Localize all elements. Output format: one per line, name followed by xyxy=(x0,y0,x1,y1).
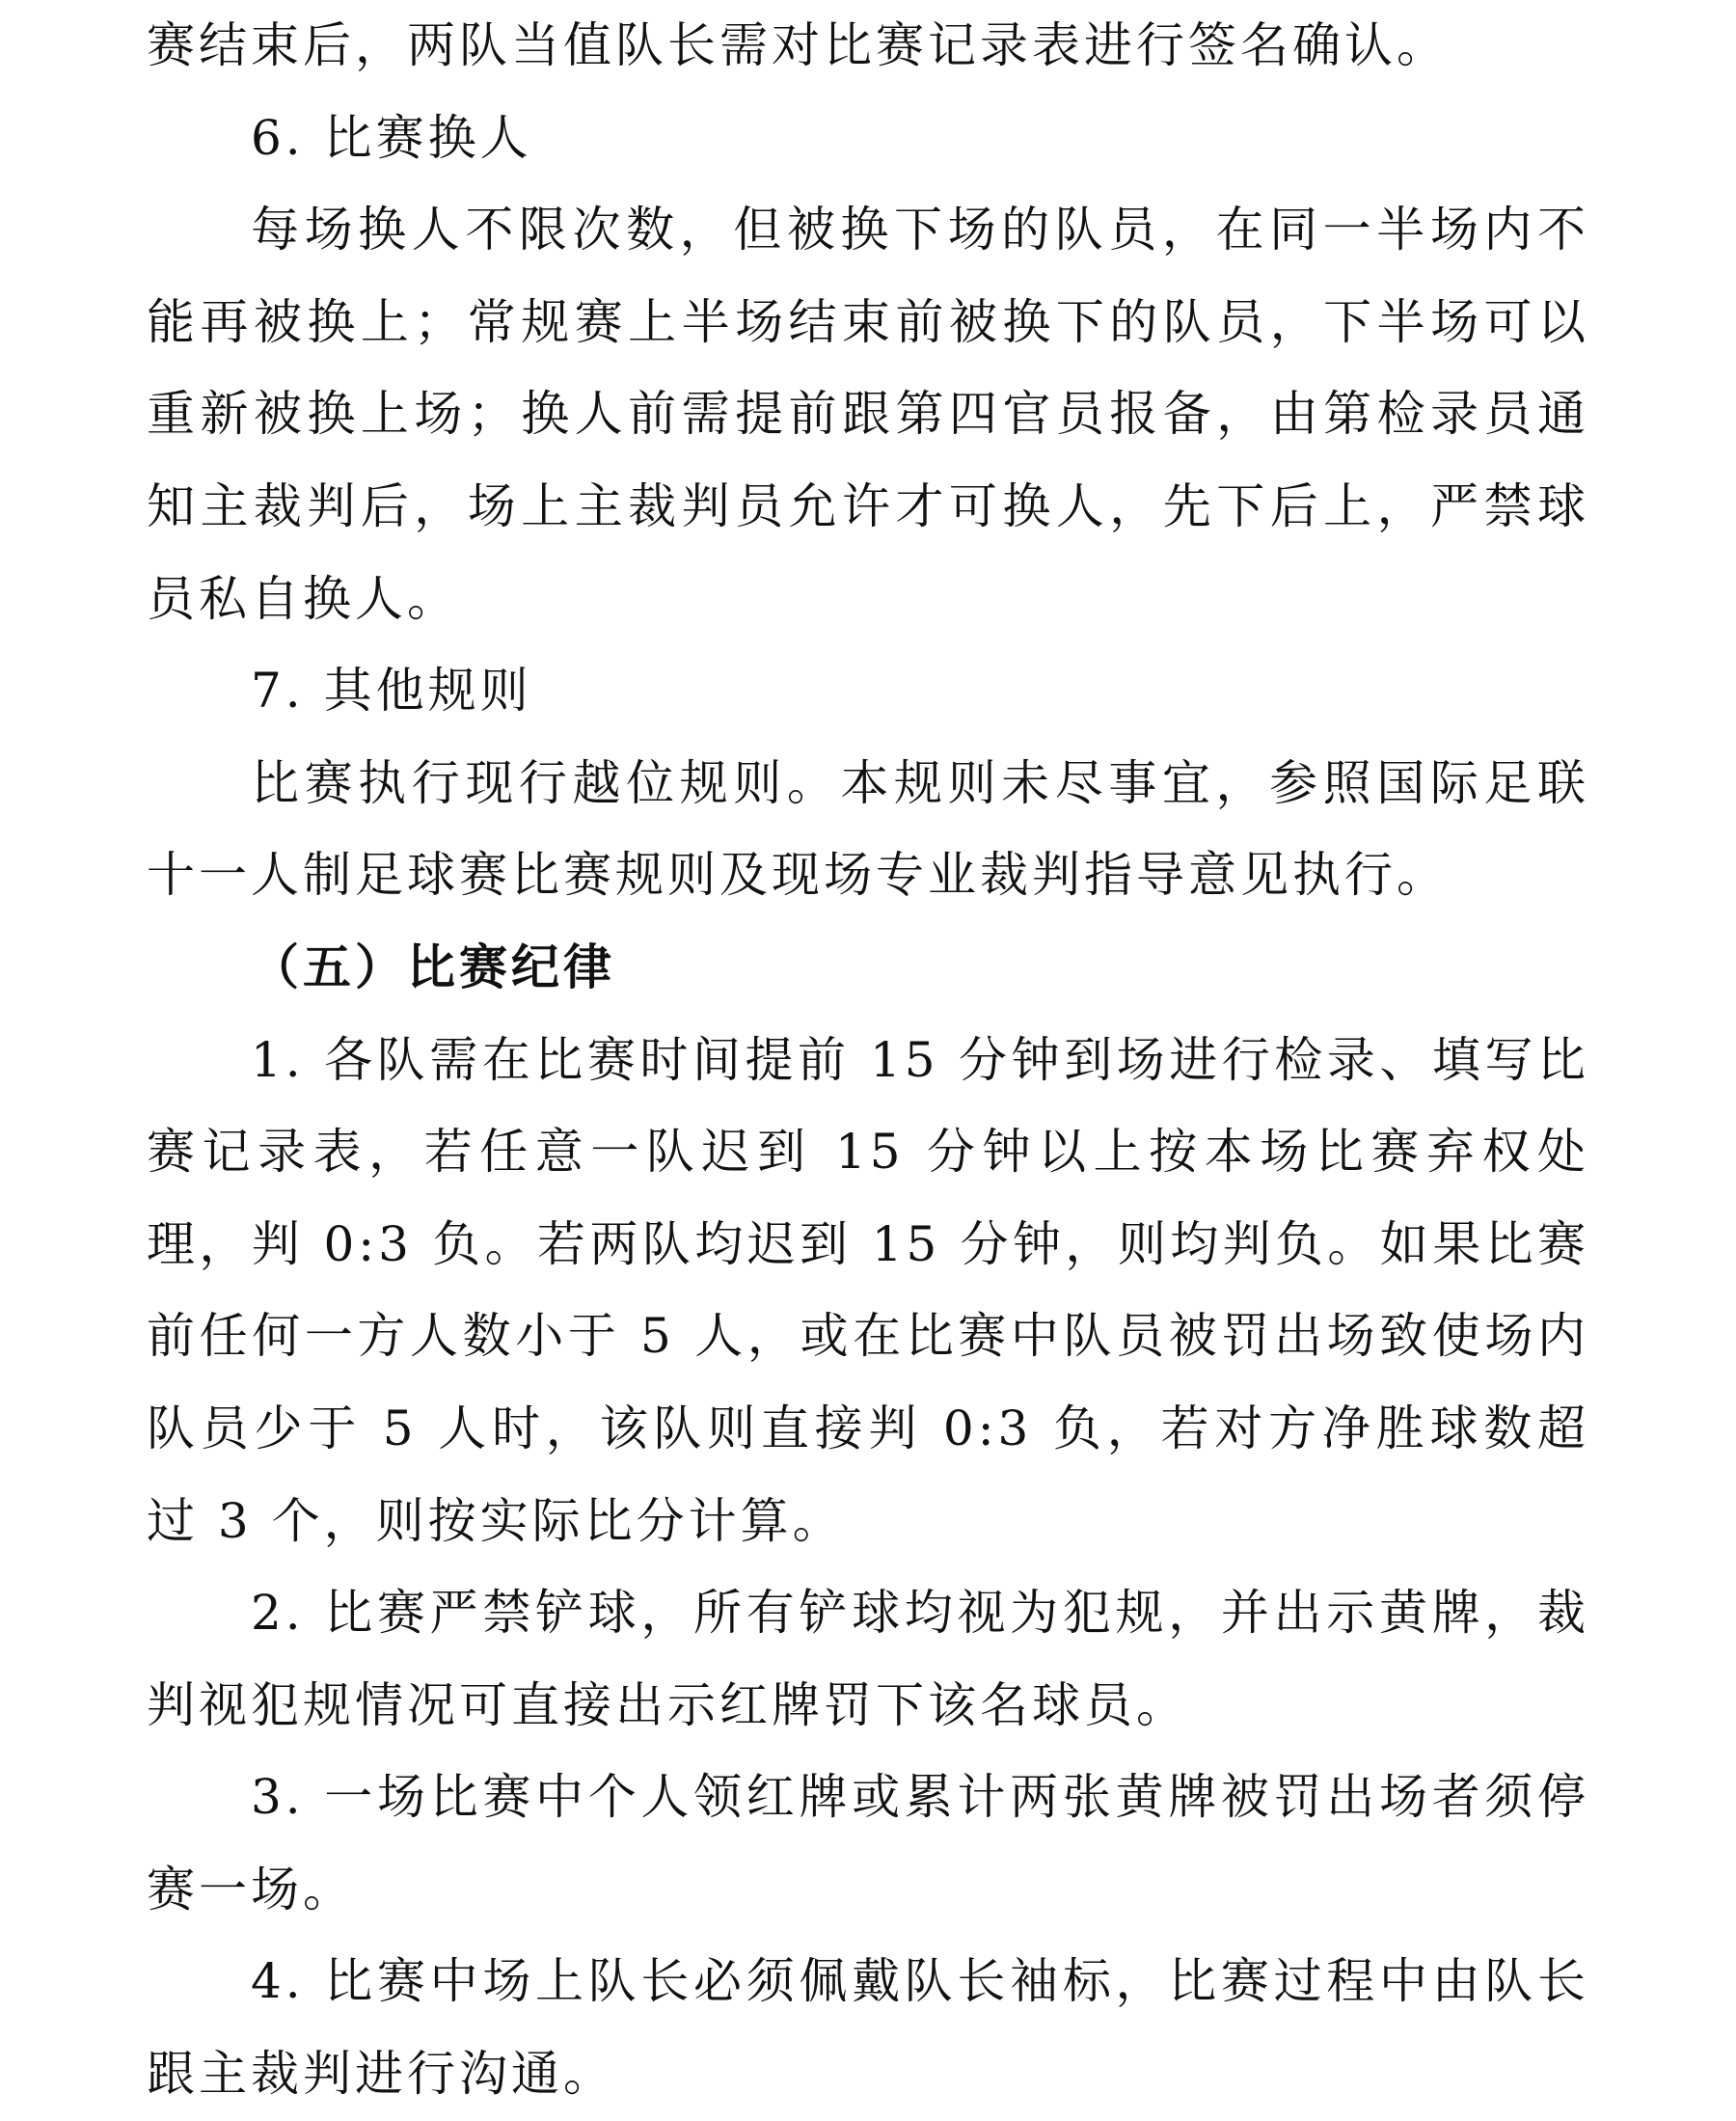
paragraph-discipline-4: 4. 比赛中场上队长必须佩戴队长袖标，比赛过程中由队长跟主裁判进行沟通。 xyxy=(147,1953,1589,2103)
paragraph-substitution-rules: 每场换人不限次数，但被换下场的队员，在同一半场内不能再被换上；常规赛上半场结束前被换下的队员，下半场可以重新被换上场；换人前需提前跟第四官员报备，由第检录员通知主裁判后，场上主裁判员允许才可换人，先下后上，严禁球员私自换人。 xyxy=(147,202,1589,627)
document-body xyxy=(147,0,1589,2121)
paragraph-discipline-3: 3. 一场比赛中个人领红牌或累计两张黄牌被罚出场者须停赛一场。 xyxy=(147,1769,1589,1917)
paragraph-continuation: 赛结束后，两队当值队长需对比赛记录表进行签名确认。 xyxy=(147,17,1449,73)
paragraph-other-rules: 比赛执行现行越位规则。本规则未尽事宜，参照国际足联十一人制足球赛比赛规则及现场专业裁判指导意见执行。 xyxy=(147,754,1589,904)
subheading-other-rules: 7. 其他规则 xyxy=(251,663,532,720)
paragraph-discipline-2: 2. 比赛严禁铲球，所有铲球均视为犯规，并出示黄牌，裁判视犯规情况可直接出示红牌罚下该名球员。 xyxy=(147,1585,1589,1733)
section-heading-discipline: （五）比赛纪律 xyxy=(251,938,615,995)
paragraph-discipline-1: 1. 各队需在比赛时间提前 15 分钟到场进行检录、填写比赛记录表，若任意一队迟到 15 分钟以上按本场比赛弃权处理，判 0:3 负。若两队均迟到 15 分钟，则均判负。如果比赛前任何一方人数小于 5 人，或在比赛中队员被罚出场致使场内队员少于 5 人时，该队则直接判 0:3 负，若对方净胜球数超过 3 个，则按实际比分计算。 xyxy=(147,1031,1589,1549)
subheading-substitution: 6. 比赛换人 xyxy=(251,109,532,166)
